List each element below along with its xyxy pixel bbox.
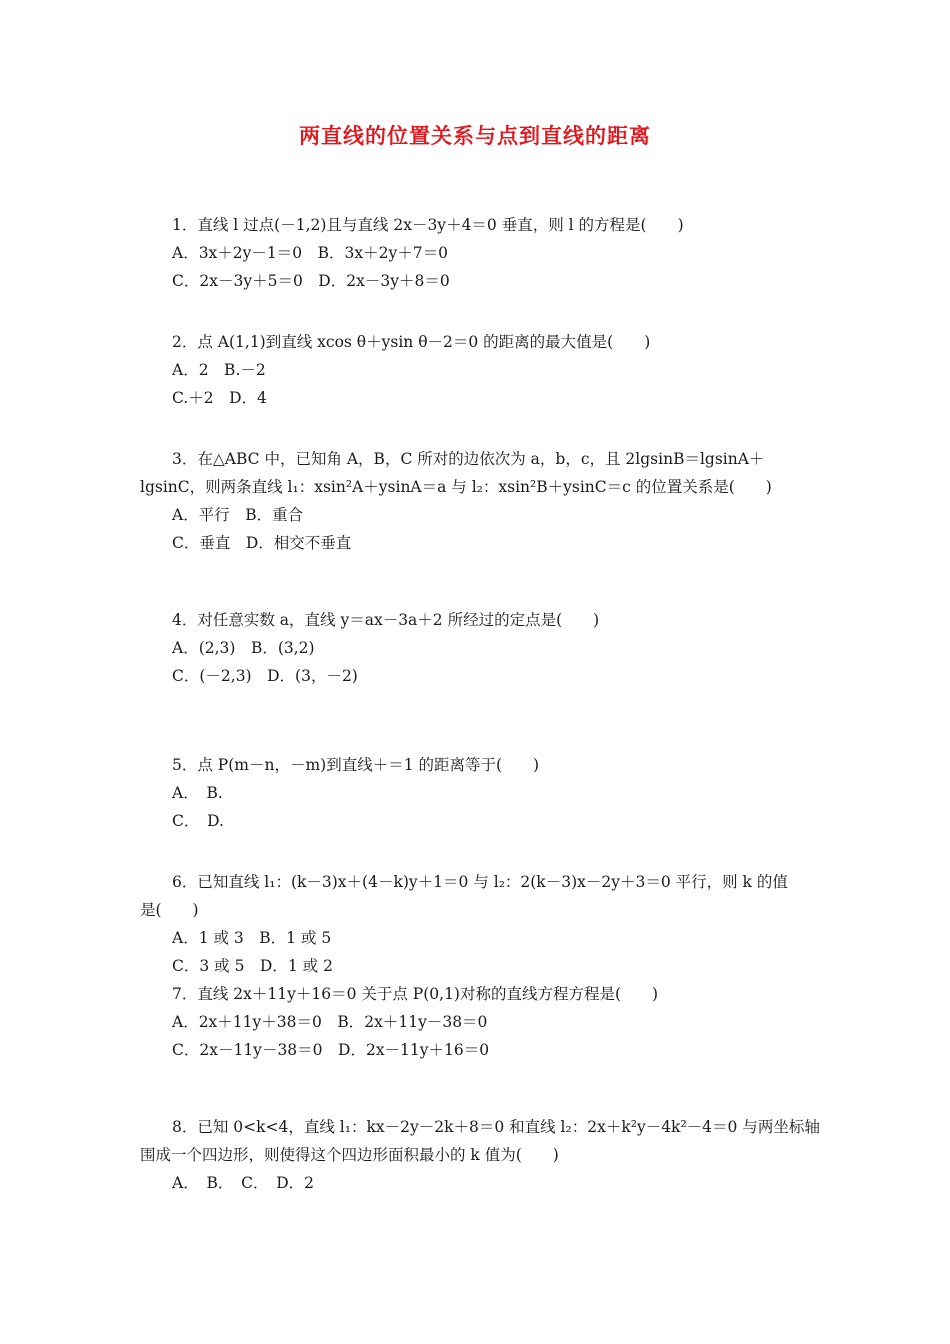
question-4-options-cd: C．(－2,3) D．(3，－2): [172, 667, 358, 685]
question-8-stem-continued: 围成一个四边形，则使得这个四边形面积最小的 k 值为( ): [140, 1146, 559, 1164]
question-6-stem-continued: 是( ): [140, 901, 199, 919]
question-1-stem: 1．直线 l 过点(－1,2)且与直线 2x－3y＋4＝0 垂直，则 l 的方程是( ): [172, 216, 684, 234]
question-5-options-cd: C． D.: [172, 812, 224, 830]
question-4-stem: 4．对任意实数 a，直线 y＝ax－3a＋2 所经过的定点是( ): [172, 611, 600, 629]
question-4-options-ab: A．(2,3) B．(3,2): [172, 639, 315, 657]
question-1-options-ab: A．3x＋2y－1＝0 B．3x＋2y＋7＝0: [172, 244, 448, 262]
question-5-stem: 5．点 P(m－n，－m)到直线＋＝1 的距离等于( ): [172, 756, 540, 774]
question-3-stem: 3．在△ABC 中，已知角 A，B，C 所对的边依次为 a，b，c，且 2lgsinB＝lgsinA＋: [172, 450, 765, 468]
question-6-options-ab: A．1 或 3 B．1 或 5: [172, 929, 332, 947]
question-2-options-ab: A．2 B.－2: [172, 361, 266, 379]
question-6-stem: 6．已知直线 l₁：(k－3)x＋(4－k)y＋1＝0 与 l₂：2(k－3)x－2y＋3＝0 平行，则 k 的值: [172, 873, 788, 891]
question-3-stem-continued: lgsinC，则两条直线 l₁：xsin²A＋ysinA＝a 与 l₂：xsin²B＋ysinC＝c 的位置关系是( ): [140, 478, 772, 496]
question-2-options-cd: C.＋2 D．4: [172, 389, 267, 407]
question-2-stem: 2．点 A(1,1)到直线 xcos θ＋ysin θ－2＝0 的距离的最大值是( ): [172, 333, 651, 351]
page-title: 两直线的位置关系与点到直线的距离: [299, 124, 651, 148]
question-3-options-ab: A．平行 B．重合: [172, 506, 304, 524]
question-8-stem: 8．已知 0<k<4，直线 l₁：kx－2y－2k＋8＝0 和直线 l₂：2x＋k²y－4k²－4＝0 与两坐标轴: [172, 1118, 820, 1136]
question-6-options-cd: C．3 或 5 D．1 或 2: [172, 957, 333, 975]
question-7-options-ab: A．2x＋11y＋38＝0 B．2x＋11y－38＝0: [172, 1013, 488, 1031]
question-3-options-cd: C．垂直 D．相交不垂直: [172, 534, 352, 552]
question-7-stem: 7．直线 2x＋11y＋16＝0 关于点 P(0,1)对称的直线方程方程是( ): [172, 985, 659, 1003]
question-5-options-ab: A． B.: [172, 784, 223, 802]
question-7-options-cd: C．2x－11y－38＝0 D．2x－11y＋16＝0: [172, 1041, 490, 1059]
question-1-options-cd: C．2x－3y＋5＝0 D．2x－3y＋8＝0: [172, 272, 450, 290]
question-8-options: A． B． C． D．2: [172, 1174, 314, 1192]
